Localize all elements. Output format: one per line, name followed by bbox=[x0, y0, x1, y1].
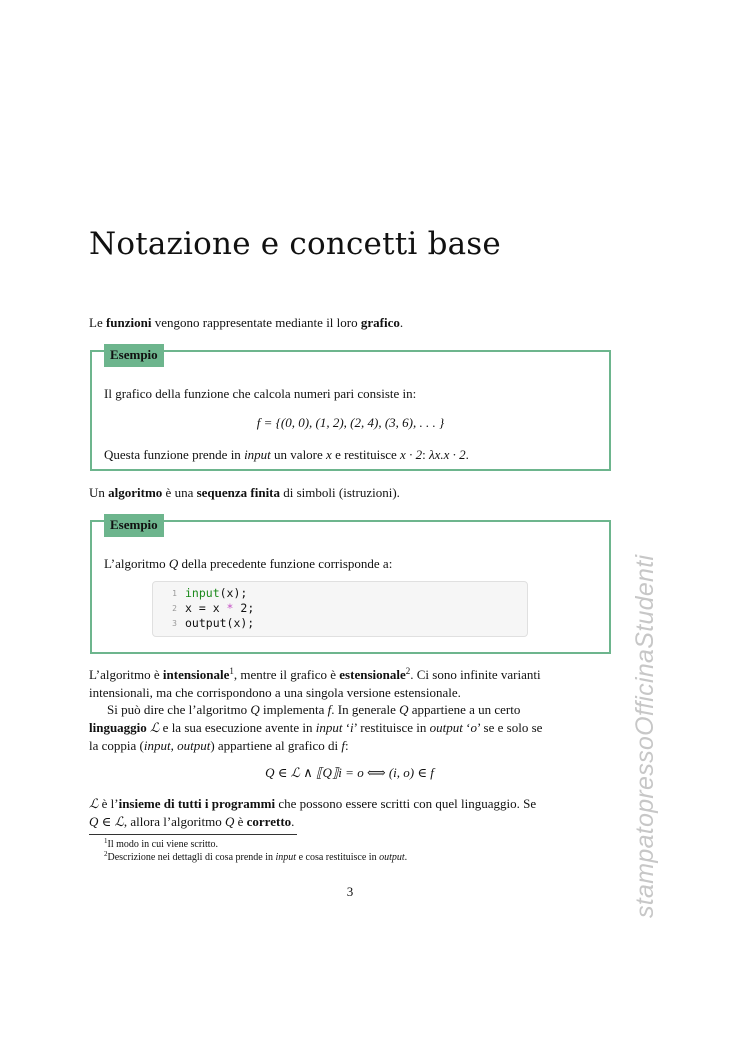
example-tag: Esempio bbox=[104, 344, 164, 367]
page-number: 3 bbox=[346, 884, 354, 899]
paragraph-language: Si può dire che l’algoritmo Q implementa f. In generale Q appartiene a un certo linguaggio ℒ e la sua esecuzione avente in input ‘i’ restituisce in output ‘o’ se e solo se la coppia (input, output) appartiene al grafico di f: bbox=[89, 702, 543, 753]
example-box-algorithm bbox=[90, 517, 611, 654]
code-line: 3 output(x); bbox=[172, 616, 255, 630]
paragraph-programs: ℒ è l’insieme di tutti i programmi che possono essere scritti con quel linguaggio. Se Q ∈ ℒ, allora l’algoritmo Q è corretto. bbox=[89, 796, 537, 829]
code-line: 2 x = x * 2; bbox=[172, 601, 255, 615]
paragraph-intensional: L’algoritmo è intensionale$^1$, mentre il grafico è estensionale$^2$. Ci sono infinite varianti intensionali, ma che corrispondono a una singola versione estensionale. bbox=[89, 666, 541, 700]
footnote-ref: 1 bbox=[229, 666, 234, 676]
paragraph-functions: Le funzioni vengono rappresentate mediante il loro grafico. bbox=[89, 315, 404, 330]
example-text: Il grafico della funzione che calcola numeri pari consiste in: bbox=[104, 386, 417, 401]
code-line: 1 input(x); bbox=[172, 586, 248, 600]
code-listing bbox=[152, 581, 528, 637]
example-box-graph bbox=[90, 347, 611, 471]
example-text: L’algoritmo Q della precedente funzione corrisponde a: bbox=[104, 556, 393, 571]
function-graph-formula: f = {(0, 0), (1, 2), (2, 4), (3, 6), . . . } bbox=[256, 415, 445, 430]
chapter-title: Notazione e concetti base bbox=[89, 226, 501, 262]
example-text: Questa funzione prende in input un valore x e restituisce x · 2: λx.x · 2. bbox=[104, 447, 469, 462]
paragraph-algorithm: Un algoritmo è una sequenza finita di simboli (istruzioni). bbox=[89, 485, 400, 500]
watermark: stampatopressoOfficinaStudenti bbox=[631, 554, 659, 918]
example-tag: Esempio bbox=[104, 514, 164, 537]
footnote-ref: 2 bbox=[405, 666, 411, 676]
footnote-1: $^1$Il modo in cui viene scritto. bbox=[104, 837, 219, 850]
footnote-divider bbox=[89, 834, 297, 835]
correctness-formula: Q ∈ ℒ ∧ ⟦Q⟧i = o ⟺ (i, o) ∈ f bbox=[265, 765, 434, 780]
footnote-2: $^2$Descrizione nei dettagli di cosa prende in input e cosa restituisce in output. bbox=[104, 850, 408, 863]
